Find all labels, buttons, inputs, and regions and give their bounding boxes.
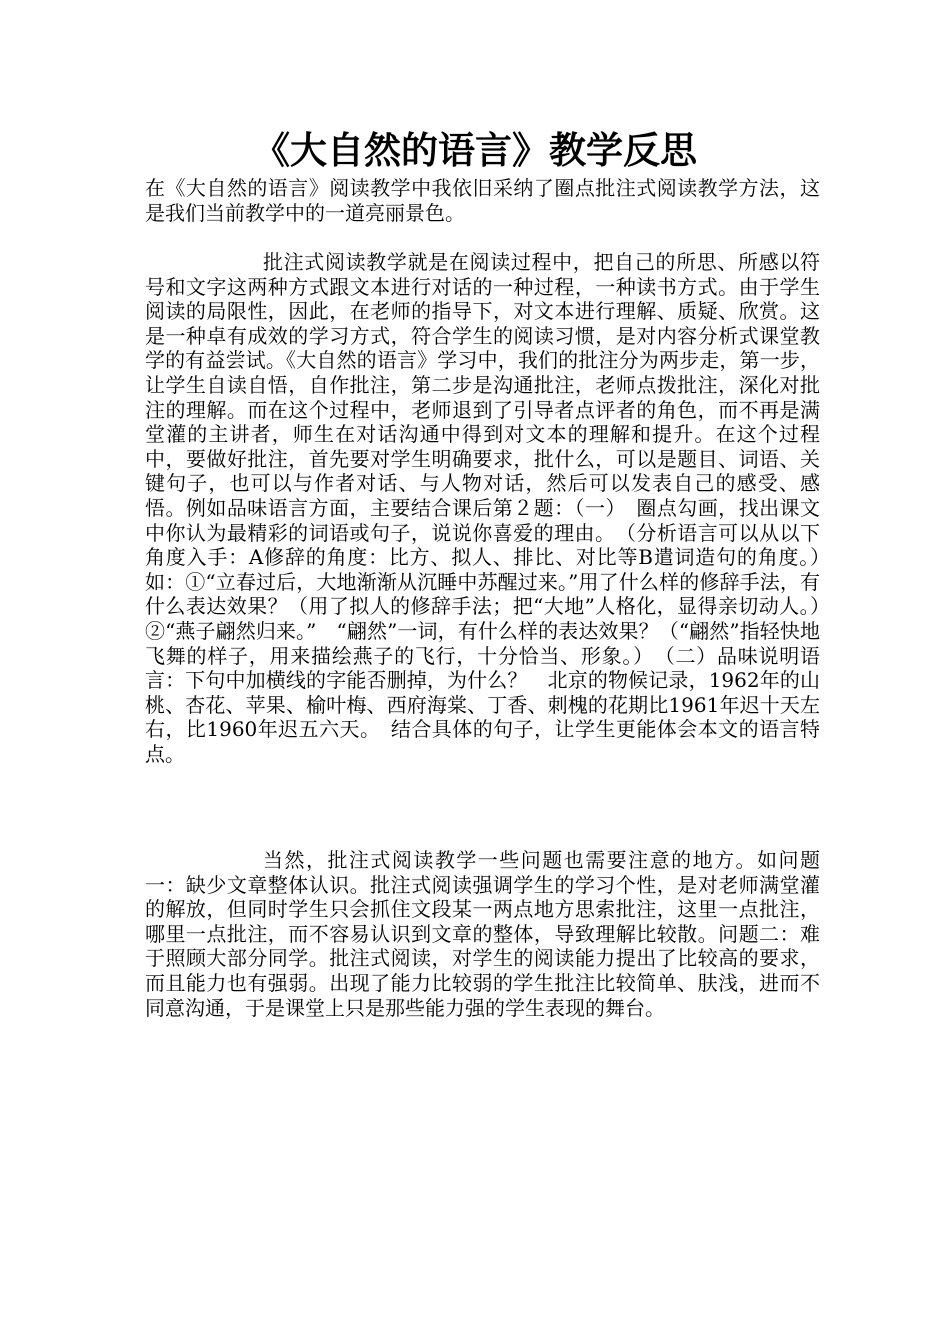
document-title: 《大自然的语言》教学反思 — [253, 128, 697, 172]
paragraph-annotation-method: 批注式阅读教学就是在阅读过程中，把自己的所思、所感以符号和文字这两种方式跟文本进行对话的一种过程，一种读书方式。由于学生阅读的局限性，因此，在老师的指导下，对文本进行理解、质疑、欣赏。这是一种卓有成效的学习方式，符合学生的阅读习惯，是对内容分析式课堂教学的有益尝试。《大自然的语言》学习中，我们的批注分为两步走，第一步，让学生自读自悟，自作批注，第二步是沟通批注，老师点拨批注，深化对批注的理解。而在这个过程中，老师退到了引导者点评者的角色，而不再是满堂灌的主讲者，师生在对话沟通中得到对文本的理解和提升。在这个过程中，要做好批注，首先要对学生明确要求，批什么，可以是题目、词语、关键句子，也可以与作者对话、与人物对话，然后可以发表自己的感受、感悟。例如品味语言方面，主要结合课后第２题：（一） 圈点勾画，找出课文中你认为最精彩的词语或句子，说说你喜爱的理由。 （分析语言可以从以下角度入手：A修辞的角度：比方、拟人、排比、对比等B遣词造句的角度。） 如：①“立春过后，大地渐渐从沉睡中苏醒过来。”用了什么样的修辞手法，有什么表达效果？（用了拟人的修辞手法；把“大地”人格化，显得亲切动人。） ②“燕子翩然归来。” “翩然”一词，有什么样的表达效果？（“翩然”指轻快地飞舞的样子，用来描绘燕子的飞行，十分恰当、形象。） （二）品味说明语言：下句中加横线的字能否删掉，为什么？ 北京的物候记录，1962年的山桃、杏花、苹果、榆叶梅、西府海棠、丁香、刺槐的花期比1961年迟十天左右，比1960年迟五六天。 结合具体的句子，让学生更能体会本文的语言特点。 — [145, 250, 840, 766]
paragraph-intro: 在《大自然的语言》阅读教学中我依旧采纳了圈点批注式阅读教学方法，这是我们当前教学中的一道亮丽景色。 — [145, 176, 820, 225]
paragraph-problems: 当然，批注式阅读教学一些问题也需要注意的地方。如问题一：缺少文章整体认识。批注式阅读强调学生的学习个性，是对老师满堂灌的解放，但同时学生只会抓住文段某一两点地方思索批注，这里一点批注，哪里一点批注，而不容易认识到文章的整体，导致理解比较散。问题二：难于照顾大部分同学。批注式阅读，对学生的阅读能力提出了比较高的要求，而且能力也有强弱。出现了能力比较弱的学生批注比较简单、肤浅，进而不同意沟通，于是课堂上只是那些能力强的学生表现的舞台。 — [145, 848, 820, 1020]
